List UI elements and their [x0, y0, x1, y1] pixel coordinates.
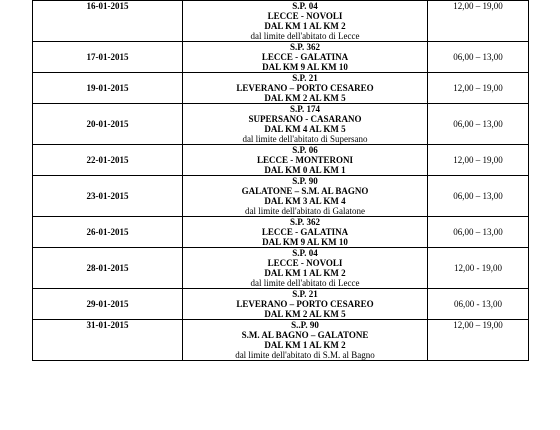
road-cell: [183, 1, 428, 42]
road-code: S.P. 362: [290, 42, 320, 52]
date-cell: 19-01-2015: [33, 73, 183, 104]
road-cell: [183, 42, 428, 73]
road-note: dal limite dell'abitato di Lecce: [250, 31, 360, 41]
date-cell: 29-01-2015: [33, 289, 183, 320]
date-cell: 22-01-2015: [33, 145, 183, 176]
time-cell: 06,00 – 13,00: [428, 42, 529, 73]
schedule-row: [33, 248, 529, 289]
road-closure-schedule-table: [32, 0, 529, 361]
schedule-row: [33, 104, 529, 145]
road-route: SUPERSANO - CASARANO: [248, 114, 362, 124]
road-code: S.P. 04: [292, 248, 318, 258]
road-km-range: DAL KM 9 AL KM 10: [262, 237, 348, 247]
date-cell: 17-01-2015: [33, 42, 183, 73]
time-cell: 12,00 - 19,00: [428, 248, 529, 289]
road-cell: [183, 145, 428, 176]
road-km-range: DAL KM 3 AL KM 4: [264, 196, 346, 206]
time-cell: 12,00 – 19,00: [428, 320, 529, 361]
schedule-row: [33, 73, 529, 104]
schedule-row: [33, 145, 529, 176]
road-km-range: DAL KM 9 AL KM 10: [262, 62, 348, 72]
date-cell: 31-01-2015: [33, 320, 183, 361]
road-route: GALATONE – S.M. AL BAGNO: [241, 186, 369, 196]
road-cell: [183, 320, 428, 361]
date-cell: 20-01-2015: [33, 104, 183, 145]
road-cell: [183, 289, 428, 320]
schedule-row: [33, 1, 529, 42]
road-code: S.P. 04: [292, 1, 318, 11]
road-km-range: DAL KM 0 AL KM 1: [264, 165, 346, 175]
date-cell: 28-01-2015: [33, 248, 183, 289]
schedule-row: [33, 42, 529, 73]
road-route: LEVERANO – PORTO CESAREO: [236, 83, 374, 93]
road-km-range: DAL KM 2 AL KM 5: [264, 93, 346, 103]
time-cell: 06,00 – 13,00: [428, 217, 529, 248]
schedule-row: [33, 176, 529, 217]
road-note: dal limite dell'abitato di Supersano: [242, 134, 368, 144]
road-note: dal limite dell'abitato di Lecce: [250, 278, 360, 288]
road-km-range: DAL KM 1 AL KM 2: [264, 268, 346, 278]
road-code: S..P. 90: [291, 320, 319, 330]
time-cell: 12,00 – 19,00: [428, 73, 529, 104]
road-code: S.P. 21: [292, 73, 318, 83]
road-km-range: DAL KM 4 AL KM 5: [264, 124, 346, 134]
road-route: LECCE - GALATINA: [261, 227, 349, 237]
time-cell: 06,00 - 13,00: [428, 289, 529, 320]
date-cell: 23-01-2015: [33, 176, 183, 217]
road-km-range: DAL KM 1 AL KM 2: [264, 340, 346, 350]
schedule-row: [33, 289, 529, 320]
time-cell: 06,00 – 13,00: [428, 104, 529, 145]
road-route: LEVERANO – PORTO CESAREO: [236, 299, 374, 309]
road-note: dal limite dell'abitato di Galatone: [244, 206, 366, 216]
road-route: LECCE - MONTERONI: [256, 155, 353, 165]
schedule-table-body: [33, 1, 529, 361]
road-note: dal limite dell'abitato di S.M. al Bagno: [235, 350, 375, 360]
road-code: S.P. 174: [290, 104, 320, 114]
date-cell: 16-01-2015: [33, 1, 183, 42]
road-route: S.M. AL BAGNO – GALATONE: [241, 330, 369, 340]
road-cell: [183, 176, 428, 217]
road-code: S.P. 21: [292, 289, 318, 299]
road-cell: [183, 73, 428, 104]
road-code: S.P. 06: [292, 145, 318, 155]
road-km-range: DAL KM 2 AL KM 5: [264, 309, 346, 319]
road-km-range: DAL KM 1 AL KM 2: [264, 21, 346, 31]
time-cell: 12,00 – 19,00: [428, 1, 529, 42]
schedule-row: [33, 217, 529, 248]
road-cell: [183, 217, 428, 248]
date-cell: 26-01-2015: [33, 217, 183, 248]
road-route: LECCE - NOVOLI: [267, 258, 343, 268]
road-code: S.P. 90: [292, 176, 318, 186]
time-cell: 06,00 – 13,00: [428, 176, 529, 217]
time-cell: 12,00 – 19,00: [428, 145, 529, 176]
schedule-row: [33, 320, 529, 361]
road-route: LECCE - GALATINA: [261, 52, 349, 62]
road-cell: [183, 248, 428, 289]
road-route: LECCE - NOVOLI: [267, 11, 343, 21]
road-cell: [183, 104, 428, 145]
road-code: S.P. 362: [290, 217, 320, 227]
